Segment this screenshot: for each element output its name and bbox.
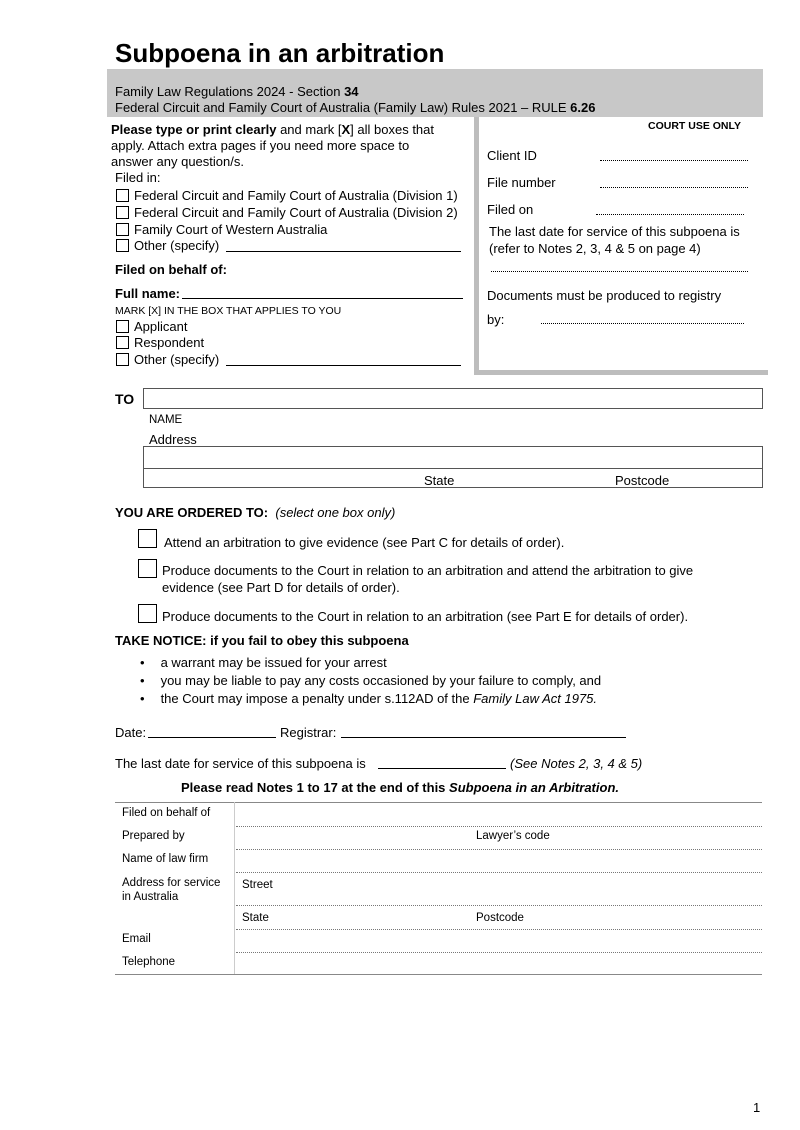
by-line[interactable] <box>541 323 744 324</box>
last-date-text-2: (refer to Notes 2, 3, 4 & 5 on page 4) <box>489 241 701 256</box>
behalf-option-applicant[interactable] <box>116 319 187 334</box>
registrar-label: Registrar: <box>280 725 337 740</box>
behalf-option-respondent[interactable] <box>116 335 204 350</box>
order-option-produce: Produce documents to the Court in relation to an arbitration (see Part E for details of order). <box>162 609 689 624</box>
footer-postcode-label: Postcode <box>476 912 524 924</box>
filed-in-other-line[interactable] <box>226 251 461 252</box>
telephone-label: Telephone <box>122 956 176 968</box>
postcode-label: Postcode <box>615 473 670 488</box>
file-number-label: File number <box>487 175 556 190</box>
last-date-line[interactable] <box>491 271 748 272</box>
checkbox[interactable] <box>116 320 129 333</box>
lawyers-code-label: Lawyer’s code <box>476 830 550 842</box>
court-use-heading: COURT USE ONLY <box>648 120 741 132</box>
read-notes <box>0 780 800 795</box>
file-number-line[interactable] <box>600 187 748 188</box>
filed-in-option-1[interactable] <box>116 188 458 203</box>
section-number: 34 <box>344 84 359 99</box>
regulations-text: Family Law Regulations 2024 - Section <box>115 84 345 99</box>
order-checkbox-produce[interactable] <box>138 604 157 623</box>
instructions-bold: Please type or print clearly <box>111 122 277 137</box>
email-field[interactable] <box>236 952 762 953</box>
instructions-text-2: ] all boxes that <box>350 122 434 137</box>
header-line-1 <box>115 84 359 99</box>
option-label: Other (specify) <box>134 352 220 367</box>
prepared-by-label: Prepared by <box>122 830 185 842</box>
act-name: Family Law Act 1975. <box>473 691 598 706</box>
instructions-line-2: apply. Attach extra pages if you need more space to <box>111 138 410 153</box>
option-label: Family Court of Western Australia <box>134 222 328 237</box>
name-label: NAME <box>149 414 183 426</box>
mark-instruction: MARK [X] IN THE BOX THAT APPLIES TO YOU <box>115 305 342 317</box>
bullet-text: you may be liable to pay any costs occasioned by your failure to comply, and <box>160 673 602 688</box>
checkbox[interactable] <box>116 206 129 219</box>
last-date-text-1: The last date for service of this subpoena is <box>489 224 740 239</box>
instructions <box>111 122 471 170</box>
checkbox[interactable] <box>116 223 129 236</box>
client-id-label: Client ID <box>487 148 537 163</box>
bullet-text: the Court may impose a penalty under s.112AD of the <box>160 691 474 706</box>
last-date-service-text: The last date for service of this subpoena is <box>115 756 366 771</box>
filed-in-option-2[interactable] <box>116 205 458 220</box>
filed-on-behalf-field[interactable] <box>236 826 762 827</box>
behalf-option-other[interactable] <box>116 352 219 367</box>
address-service-line-2: in Australia <box>122 891 179 903</box>
filed-in-label: Filed in: <box>115 170 161 185</box>
checkbox[interactable] <box>116 336 129 349</box>
street-field[interactable] <box>236 905 762 906</box>
option-label: Federal Circuit and Family Court of Australia (Division 2) <box>134 205 458 220</box>
ordered-heading <box>115 505 395 520</box>
instructions-x: X <box>341 122 351 137</box>
address-divider <box>143 468 763 469</box>
filed-on-line[interactable] <box>596 214 744 215</box>
to-label: TO <box>115 391 135 407</box>
street-label: Street <box>242 879 273 891</box>
order-option-produce-attend-1: Produce documents to the Court in relation to an arbitration and attend the arbitration to give <box>162 563 694 578</box>
law-firm-field[interactable] <box>236 872 762 873</box>
full-name-line[interactable] <box>182 298 463 299</box>
option-label: Other (specify) <box>134 238 220 253</box>
page-number: 1 <box>753 1100 761 1115</box>
to-name-field[interactable] <box>143 388 763 409</box>
documents-registry-text: Documents must be produced to registry <box>487 288 722 303</box>
option-label: Respondent <box>134 335 205 350</box>
read-notes-title: Subpoena in an Arbitration. <box>449 780 619 795</box>
order-option-attend: Attend an arbitration to give evidence (see Part C for details of order). <box>164 535 565 550</box>
rule-number: 6.26 <box>570 100 596 115</box>
client-id-line[interactable] <box>600 160 748 161</box>
address-label: Address <box>149 432 197 447</box>
rules-text: Federal Circuit and Family Court of Australia (Family Law) Rules 2021 – RULE <box>115 100 571 115</box>
registrar-line[interactable] <box>341 737 626 738</box>
filed-on-label: Filed on <box>487 202 534 217</box>
instructions-text-1: and mark [ <box>276 122 342 137</box>
order-checkbox-attend[interactable] <box>138 529 157 548</box>
checkbox[interactable] <box>116 239 129 252</box>
date-label: Date: <box>115 725 147 740</box>
instructions-line-3: answer any question/s. <box>111 154 244 169</box>
law-firm-label: Name of law firm <box>122 853 209 865</box>
footer-table-bottom-border <box>115 974 762 975</box>
select-note: (select one box only) <box>275 505 396 520</box>
notice-bullet-3: • the Court may impose a penalty under s.112AD of the Family Law Act 1975. <box>140 691 598 706</box>
footer-state-label: State <box>242 912 269 924</box>
address-service-line-1: Address for service <box>122 877 221 889</box>
by-label: by: <box>487 312 505 327</box>
last-date-note: (See Notes 2, 3, 4 & 5) <box>510 756 643 771</box>
header-line-2 <box>115 100 595 115</box>
footer-table-left-divider <box>234 802 235 974</box>
prepared-by-field[interactable] <box>236 849 762 850</box>
date-line[interactable] <box>148 737 276 738</box>
footer-table-top-border <box>115 802 762 803</box>
state-postcode-field[interactable] <box>236 929 762 930</box>
page-title: Subpoena in an arbitration <box>115 38 445 68</box>
filed-in-option-4[interactable] <box>116 238 219 253</box>
notice-bullet-1: • a warrant may be issued for your arrest <box>140 655 387 670</box>
email-label: Email <box>122 933 151 945</box>
notice-heading: TAKE NOTICE: if you fail to obey this subpoena <box>115 633 409 648</box>
order-checkbox-produce-attend[interactable] <box>138 559 157 578</box>
read-notes-text: Please read Notes 1 to 17 at the end of this <box>181 780 450 795</box>
bullet-text: a warrant may be issued for your arrest <box>160 655 387 670</box>
option-label: Applicant <box>134 319 188 334</box>
option-label: Federal Circuit and Family Court of Australia (Division 1) <box>134 188 458 203</box>
behalf-other-line[interactable] <box>226 365 461 366</box>
order-option-produce-attend-2: evidence (see Part D for details of order). <box>162 580 400 595</box>
last-date-service-line[interactable] <box>378 768 506 769</box>
address-service-label <box>122 876 220 904</box>
state-label: State <box>424 473 455 488</box>
ordered-heading-text: YOU ARE ORDERED TO: <box>115 505 269 520</box>
behalf-label: Filed on behalf of: <box>115 262 227 277</box>
filed-on-behalf-label: Filed on behalf of <box>122 807 211 819</box>
full-name-label: Full name: <box>115 286 181 301</box>
checkbox[interactable] <box>116 189 129 202</box>
notice-bullet-2: • you may be liable to pay any costs occasioned by your failure to comply, and <box>140 673 602 688</box>
filed-in-option-3[interactable] <box>116 222 327 237</box>
checkbox[interactable] <box>116 353 129 366</box>
